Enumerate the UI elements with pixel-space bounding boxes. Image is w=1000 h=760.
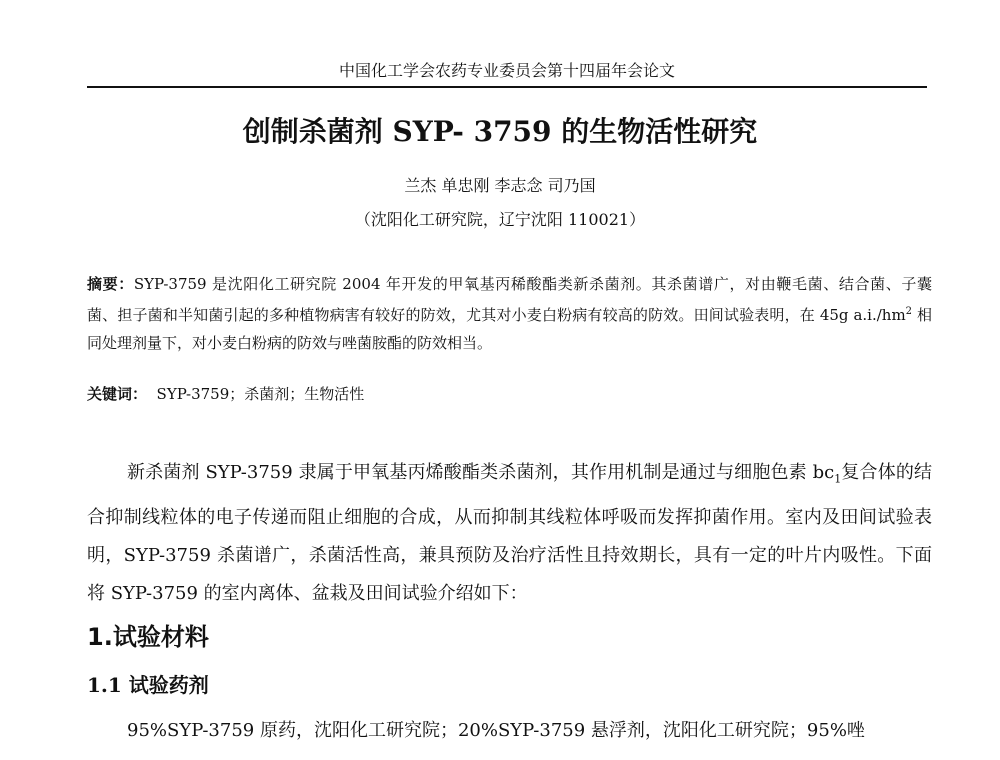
- intro-subscript: 1: [834, 472, 842, 486]
- intro-text-part1: 新杀菌剂 SYP-3759 隶属于甲氧基丙烯酸酯类杀菌剂，其作用机制是通过与细胞色素 bc: [127, 462, 835, 483]
- author-list: 兰杰 单忠刚 李志念 司乃国: [404, 176, 596, 195]
- keywords-label: 关键词：: [87, 385, 148, 403]
- section-1-1-text: 95%SYP-3759 原药，沈阳化工研究院；20%SYP-3759 悬浮剂，沈阳化工研究院；95%唑: [127, 720, 865, 741]
- section-heading-1: 1.试验材料: [87, 623, 209, 651]
- abstract-text-part1: SYP-3759 是沈阳化工研究院 2004 年开发的甲氧基丙稀酸酯类新杀菌剂。其杀菌谱广，对由鞭毛菌、结合菌、子囊菌、担子菌和半知菌引起的多种植物病害有较好的防效，尤其对小麦白粉病有较高的防效。田间试验表明，在 45g a.i./hm: [87, 275, 932, 324]
- intro-paragraph: [87, 454, 932, 613]
- paper-title: 创制杀菌剂 SYP- 3759 的生物活性研究: [242, 115, 758, 148]
- header-rule: [87, 86, 927, 88]
- abstract: [87, 270, 932, 357]
- abstract-text-part2: 相同处理剂量下，对小麦白粉病的防效与唑菌胺酯的防效相当。: [87, 306, 932, 352]
- intro-text-part2: 复合体的结合抑制线粒体的电子传递而阻止细胞的合成，从而抑制其线粒体呼吸而发挥抑菌作用。室内及田间试验表明，SYP-3759 杀菌谱广，杀菌活性高，兼具预防及治疗活性且持效期长，具有一定的叶片内吸性。下面将 SYP-3759 的室内离体、盆栽及田间试验介绍如下：: [87, 462, 932, 604]
- keywords: [87, 382, 932, 406]
- abstract-label: 摘要：: [87, 275, 134, 293]
- keywords-text: SYP-3759；杀菌剂；生物活性: [147, 385, 365, 403]
- section-heading-1-1: 1.1 试验药剂: [87, 673, 209, 697]
- running-header: 中国化工学会农药专业委员会第十四届年会论文: [338, 61, 675, 80]
- affiliation: （沈阳化工研究院，辽宁沈阳 110021）: [354, 210, 646, 229]
- abstract-superscript: 2: [905, 306, 913, 317]
